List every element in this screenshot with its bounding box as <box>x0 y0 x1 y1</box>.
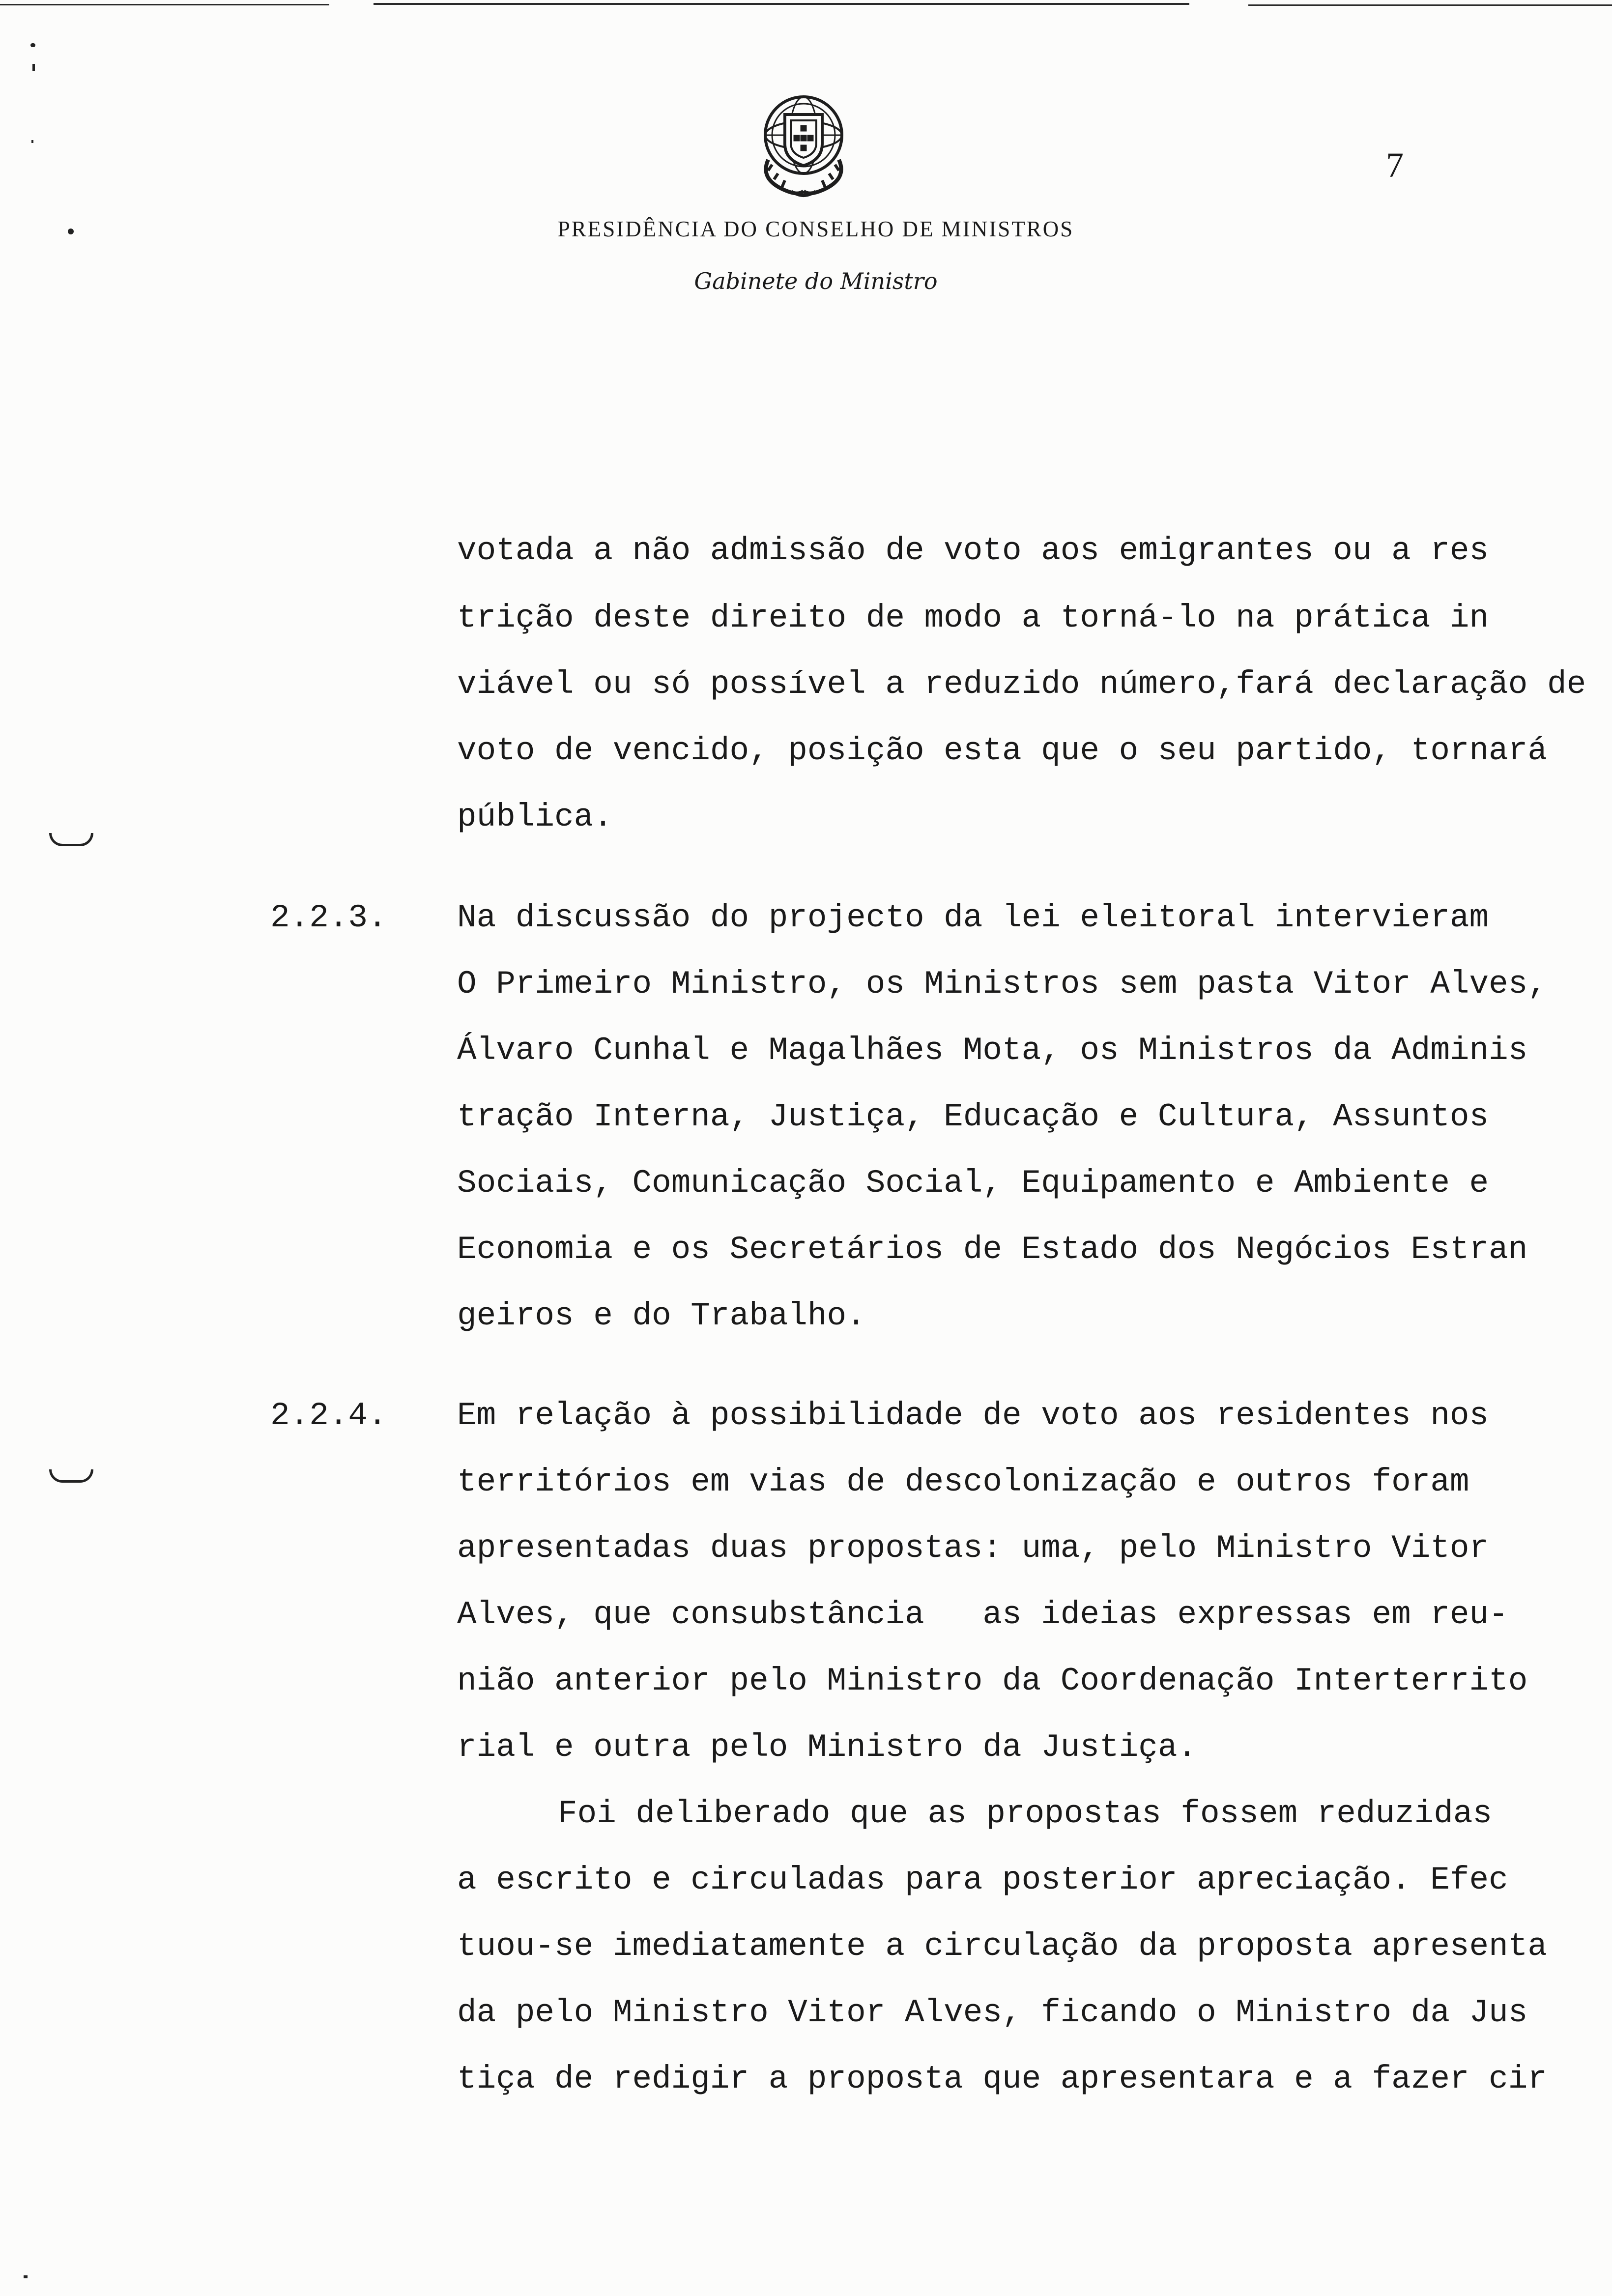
punch-mark <box>32 64 35 71</box>
body-line: Sociais, Comunicação Social, Equipamento e Ambiente e <box>457 1165 1489 1202</box>
scan-edge-line <box>0 4 329 5</box>
punch-mark <box>31 140 33 143</box>
institution-heading: PRESIDÊNCIA DO CONSELHO DE MINISTROS <box>557 217 1074 241</box>
coat-of-arms-seal-icon <box>740 86 867 204</box>
body-line: territórios em vias de descolonização e outros foram <box>457 1464 1469 1500</box>
body-line: Alves, que consubstância as ideias expressas em reu- <box>457 1596 1508 1633</box>
body-line: Foi deliberado que as propostas fossem reduzidas <box>558 1795 1493 1832</box>
body-line: apresentadas duas propostas: uma, pelo Ministro Vitor <box>457 1530 1489 1567</box>
body-line: O Primeiro Ministro, os Ministros sem pasta Vitor Alves, <box>457 966 1547 1003</box>
body-line: trição deste direito de modo a torná-lo na prática in <box>457 600 1489 636</box>
body-line: tuou-se imediatamente a circulação da proposta apresenta <box>457 1928 1547 1965</box>
body-line: viável ou só possível a reduzido número,fará declaração de <box>457 666 1586 703</box>
office-subheading: Gabinete do Ministro <box>694 268 938 294</box>
margin-mark <box>49 833 93 846</box>
scan-edge-line <box>1248 4 1612 6</box>
punch-mark <box>68 229 74 234</box>
body-line: tração Interna, Justiça, Educação e Cultura, Assuntos <box>457 1098 1489 1135</box>
body-line: nião anterior pelo Ministro da Coordenação Interterrito <box>457 1663 1528 1699</box>
body-line: a escrito e circuladas para posterior apreciação. Efec <box>457 1862 1508 1898</box>
body-line: voto de vencido, posição esta que o seu partido, tornará <box>457 732 1547 769</box>
body-line: tiça de redigir a proposta que apresentara e a fazer cir <box>457 2061 1547 2097</box>
body-line: da pelo Ministro Vitor Alves, ficando o Ministro da Jus <box>457 1994 1528 2031</box>
scan-edge-line <box>374 3 1189 5</box>
page-number: 7 <box>1386 145 1404 185</box>
margin-mark <box>49 1469 93 1483</box>
body-line: Economia e os Secretários de Estado dos Negócios Estran <box>457 1231 1528 1268</box>
body-line: votada a não admissão de voto aos emigrantes ou a res <box>457 532 1489 569</box>
section-number: 2.2.4. <box>270 1397 387 1434</box>
punch-mark <box>30 43 35 47</box>
body-line: Álvaro Cunhal e Magalhães Mota, os Ministros da Adminis <box>457 1032 1528 1069</box>
punch-mark <box>24 2275 28 2278</box>
body-line: Na discussão do projecto da lei eleitoral intervieram <box>457 899 1489 936</box>
body-line: Em relação à possibilidade de voto aos residentes nos <box>457 1397 1489 1434</box>
body-line: geiros e do Trabalho. <box>457 1297 866 1334</box>
body-line: pública. <box>457 799 613 835</box>
section-number: 2.2.3. <box>270 899 387 936</box>
body-line: rial e outra pelo Ministro da Justiça. <box>457 1729 1197 1766</box>
